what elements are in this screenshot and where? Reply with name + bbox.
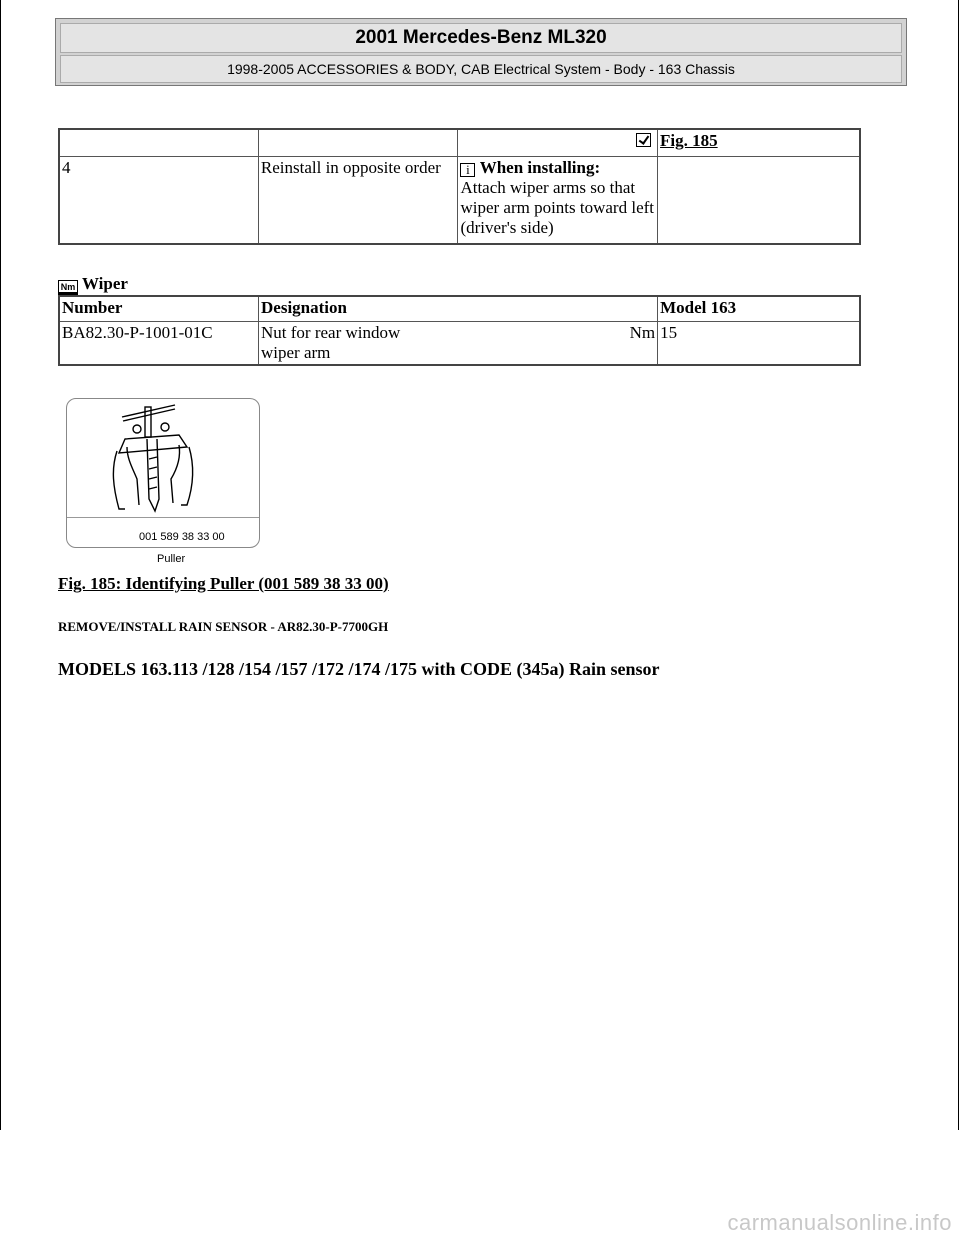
step-action-text: Reinstall in opposite order (260, 158, 441, 177)
wiper-heading-text: Wiper (81, 274, 128, 293)
table-cell (258, 129, 458, 157)
table-cell (658, 157, 860, 245)
watermark: carmanualsonline.info (727, 1210, 952, 1235)
torque-table (58, 295, 861, 366)
torque-value-cell: 15 (658, 322, 860, 366)
figure-tool-name: Puller (157, 553, 186, 565)
document-header (55, 18, 907, 86)
puller-illustration (67, 399, 259, 529)
table-row (59, 129, 860, 157)
column-header-number: Number (59, 296, 259, 322)
info-icon: i (460, 163, 475, 177)
note-text: Attach wiper arms so that wiper arm points toward left (driver's side) (460, 178, 654, 237)
table-cell (458, 129, 658, 157)
step-action (258, 157, 458, 245)
fig-185-link[interactable]: Fig. 185 (660, 131, 718, 150)
table-cell (59, 129, 258, 157)
unit-text: Nm (629, 323, 656, 342)
table-header-row (59, 296, 860, 322)
column-header-designation: Designation (259, 296, 658, 322)
designation-cell (259, 322, 658, 366)
part-number-cell: BA82.30-P-1001-01C (59, 322, 259, 366)
figure-caption[interactable]: Fig. 185: Identifying Puller (001 589 38 33 00) (58, 574, 389, 593)
table-row (59, 157, 860, 245)
table-cell (658, 129, 860, 157)
table-row (59, 322, 860, 366)
figure-frame (66, 398, 260, 565)
check-icon (636, 133, 651, 147)
figure-divider (67, 517, 259, 518)
note-heading: When installing: (479, 158, 601, 177)
column-header-model: Model 163 (658, 296, 860, 322)
models-heading: MODELS 163.113 /128 /154 /157 /172 /174 /175 with CODE (345a) Rain sensor (58, 659, 660, 679)
wiper-heading (58, 274, 128, 295)
figure-part-number: 001 589 38 33 00 (139, 531, 225, 543)
designation-text: Nut for rear window wiper arm (261, 323, 401, 362)
step-number: 4 (59, 157, 258, 245)
torque-nm-icon: Nm (58, 280, 78, 295)
section-title: REMOVE/INSTALL RAIN SENSOR - AR82.30-P-7700GH (58, 619, 389, 634)
step-note (458, 157, 658, 245)
document-subtitle: 1998-2005 ACCESSORIES & BODY, CAB Electrical System - Body - 163 Chassis (60, 55, 902, 83)
procedure-table (58, 128, 861, 245)
puller-figure (58, 392, 264, 565)
document-title: 2001 Mercedes-Benz ML320 (60, 23, 902, 53)
